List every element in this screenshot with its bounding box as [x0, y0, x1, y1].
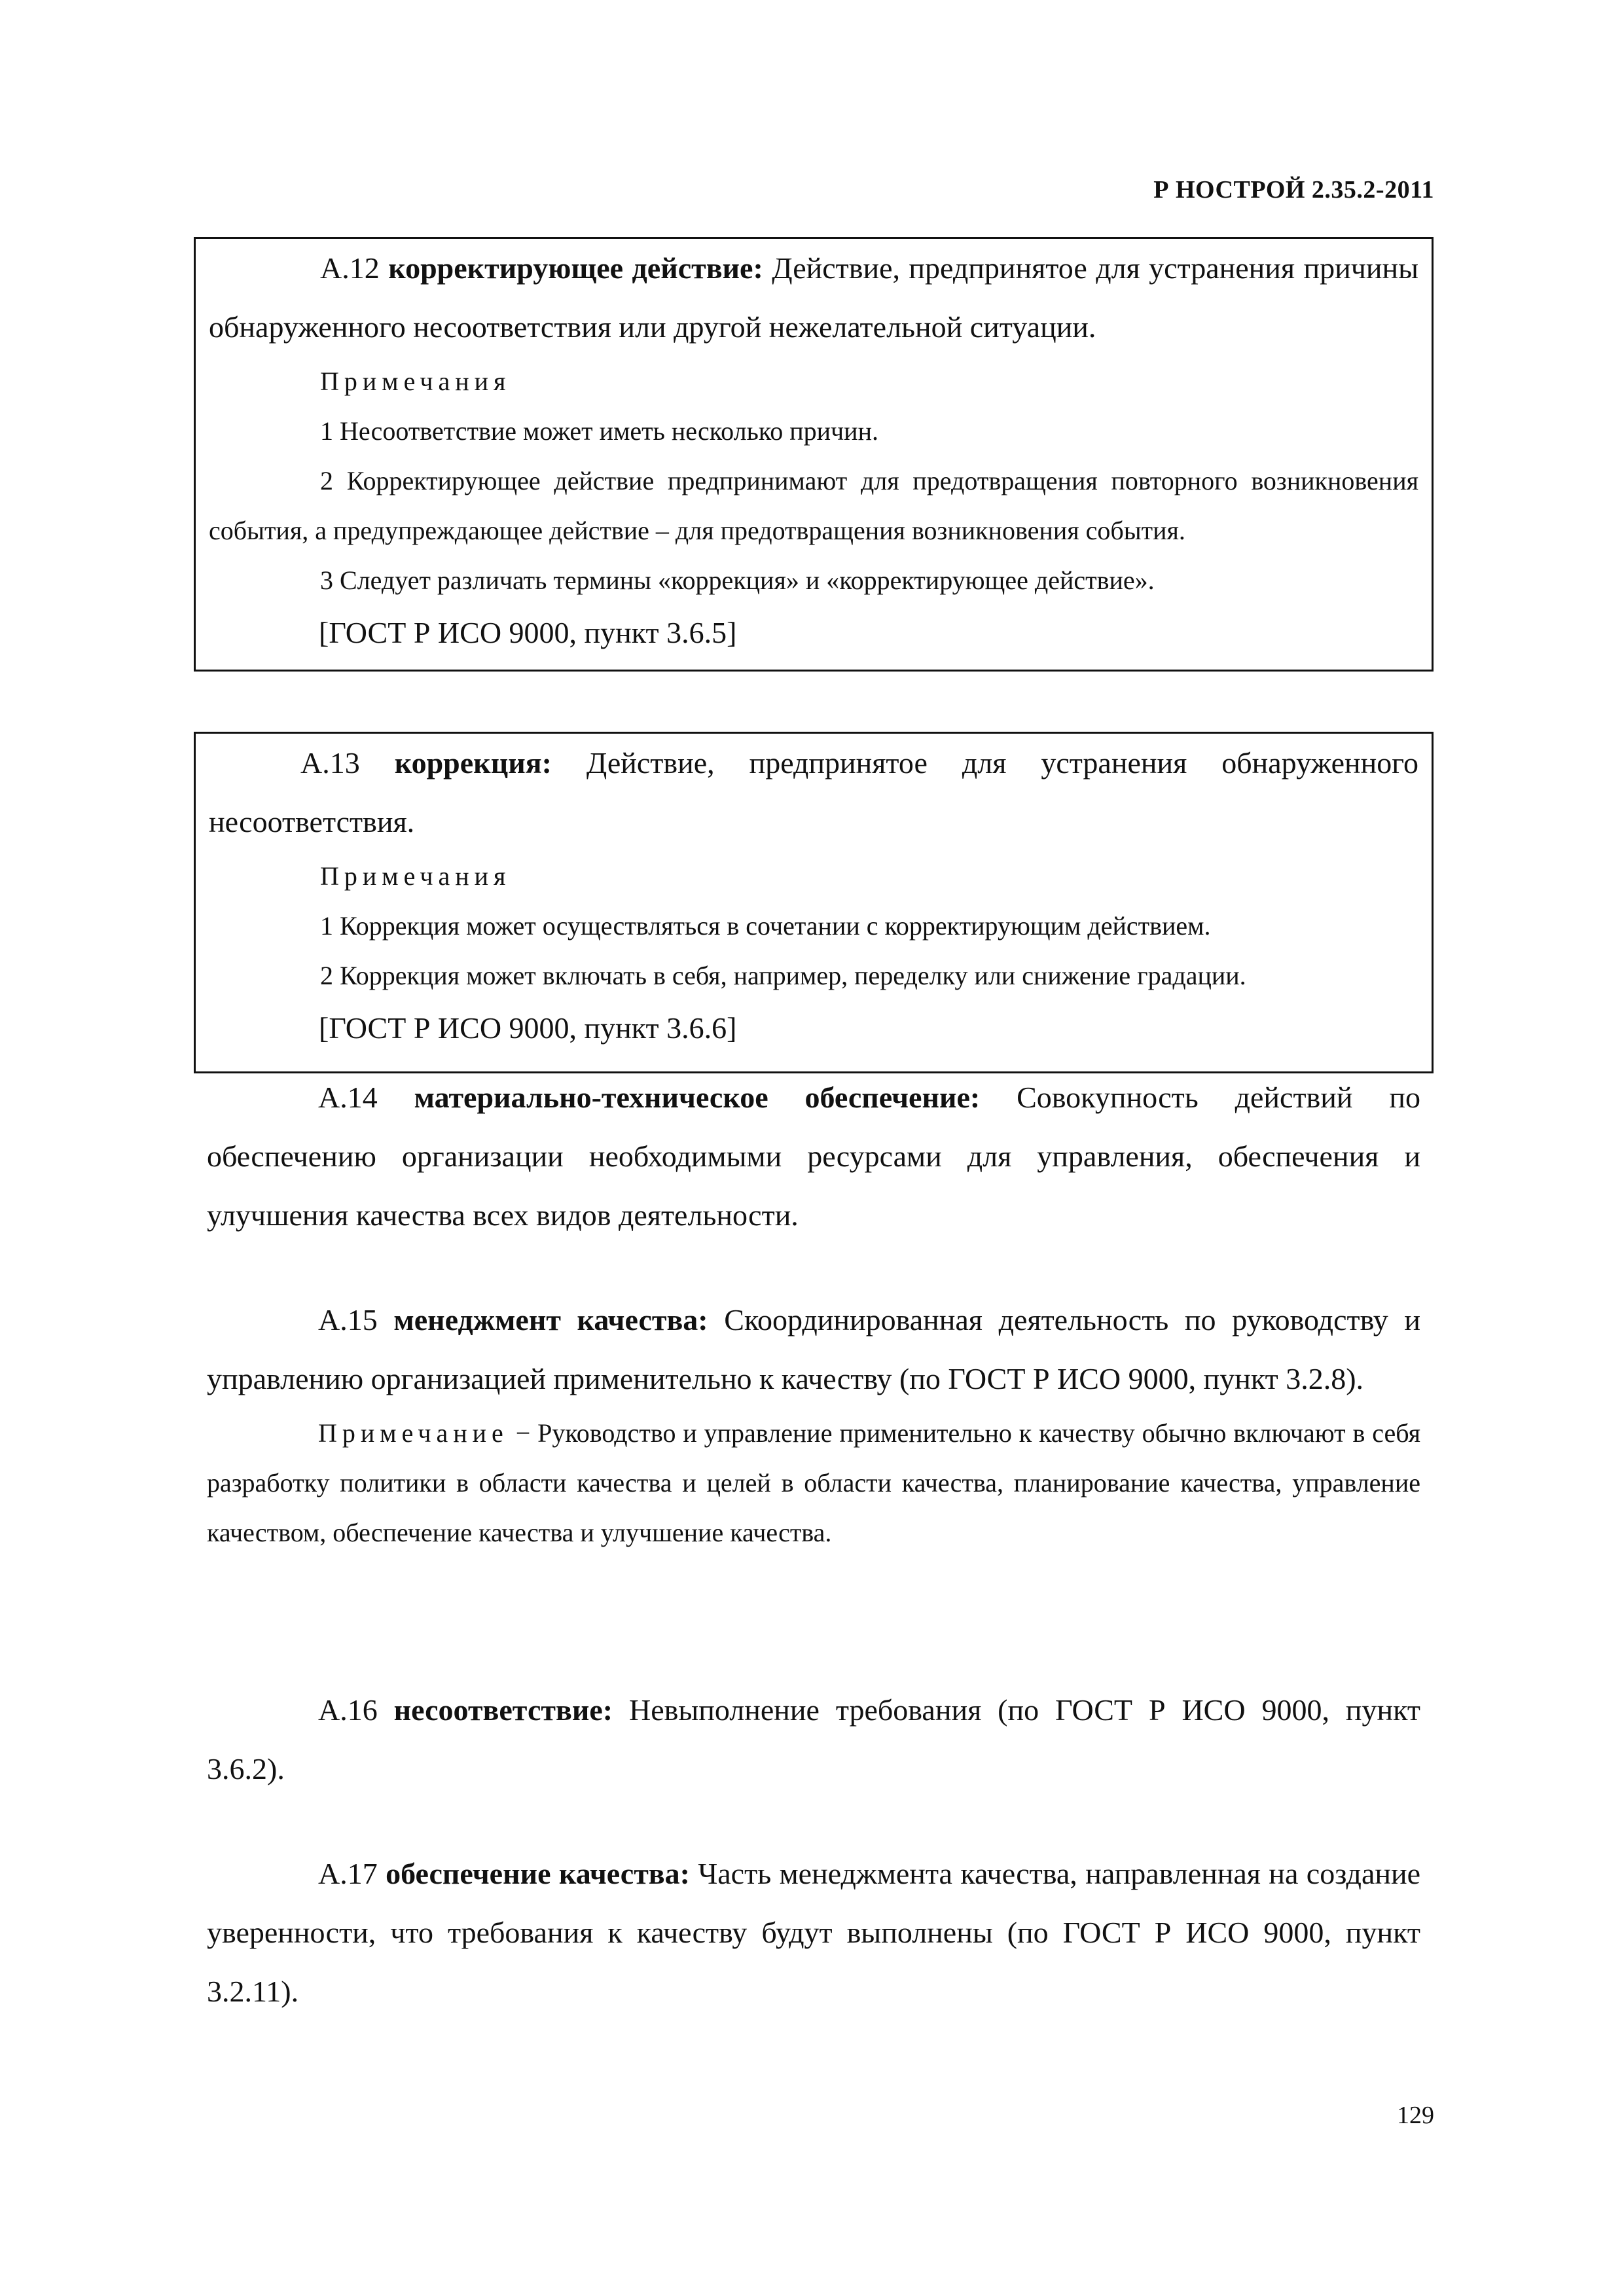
term-name: материально-техническое обеспечение: [414, 1081, 981, 1114]
term-name: менеджмент качества: [393, 1303, 708, 1336]
note-item: 1 Несоответствие может иметь несколько причин. [320, 416, 878, 446]
term-definition: Невыполнение требования (по ГОСТ Р ИСО 9000, пункт 3.6.2). [207, 1693, 1420, 1785]
term-name: обеспечение качества: [386, 1857, 690, 1890]
term-definition: Часть менеджмента качества, направленная на создание уверенности, что требования к качеству будут выполнены (по ГОСТ Р ИСО 9000, пункт 3.2.11). [207, 1857, 1421, 2008]
term-a14-block [194, 1068, 1434, 1245]
term-a16-block [194, 1681, 1434, 1799]
note-text: − Руководство и управление применительно к качеству обычно включают в себя разработку политики в области качества и целей в области качества, планирование качества, управление качеством, обеспечение качества и улучшение качества. [207, 1418, 1420, 1547]
notes-heading: Примечания [320, 367, 511, 396]
term-a15 [207, 1291, 1420, 1408]
term-definition: Действие, предпринятое для устранения причины обнаруженного несоответствия или другой нежелательной ситуации. [209, 251, 1419, 344]
note-label: Примечание [318, 1418, 509, 1448]
term-name: корректирующее действие: [388, 251, 763, 285]
term-a16 [207, 1681, 1420, 1799]
reference: [ГОСТ Р ИСО 9000, пункт 3.6.5] [319, 616, 737, 649]
note-item: 3 Следует различать термины «коррекция» и «корректирующее действие». [320, 565, 1155, 595]
term-number: А.13 [300, 746, 360, 780]
term-definition: Совокупность действий по обеспечению организации необходимыми ресурсами для управления, обеспечения и улучшения качества всех видов деятельности. [207, 1081, 1420, 1232]
term-a15-note [207, 1408, 1420, 1558]
document-code: Р НОСТРОЙ 2.35.2-2011 [1153, 176, 1434, 204]
notes-heading: Примечания [320, 861, 511, 891]
note-item: 2 Корректирующее действие предпринимают для предотвращения повторного возникновения события, а предупреждающее действие – для предотвращения возникновения события. [209, 466, 1418, 545]
term-definition: Скоординированная деятельность по руководству и управлению организацией применительно к качеству (по ГОСТ Р ИСО 9000, пункт 3.2.8). [207, 1303, 1420, 1395]
reference: [ГОСТ Р ИСО 9000, пункт 3.6.6] [319, 1011, 737, 1045]
term-name: коррекция: [394, 746, 552, 780]
term-number: А.17 [318, 1857, 378, 1890]
term-box-a13 [194, 732, 1434, 1073]
term-a15-block [194, 1291, 1434, 1558]
term-a14 [207, 1068, 1420, 1245]
term-number: А.14 [318, 1081, 378, 1114]
term-a17 [207, 1844, 1420, 2021]
term-box-a12 [194, 237, 1434, 672]
term-number: А.16 [318, 1693, 378, 1727]
term-number: А.12 [320, 251, 380, 285]
note-item: 1 Коррекция может осуществляться в сочетании с корректирующим действием. [320, 911, 1211, 941]
term-a13 [209, 734, 1418, 852]
term-name: несоответствие: [393, 1693, 613, 1727]
term-number: А.15 [318, 1303, 378, 1336]
page-number: 129 [1397, 2102, 1434, 2129]
term-definition: Действие, предпринятое для устранения обнаруженного несоответствия. [209, 746, 1419, 838]
term-a17-block [194, 1844, 1434, 2021]
term-a12 [209, 239, 1418, 357]
note-item: 2 Коррекция может включать в себя, например, переделку или снижение градации. [320, 961, 1246, 990]
